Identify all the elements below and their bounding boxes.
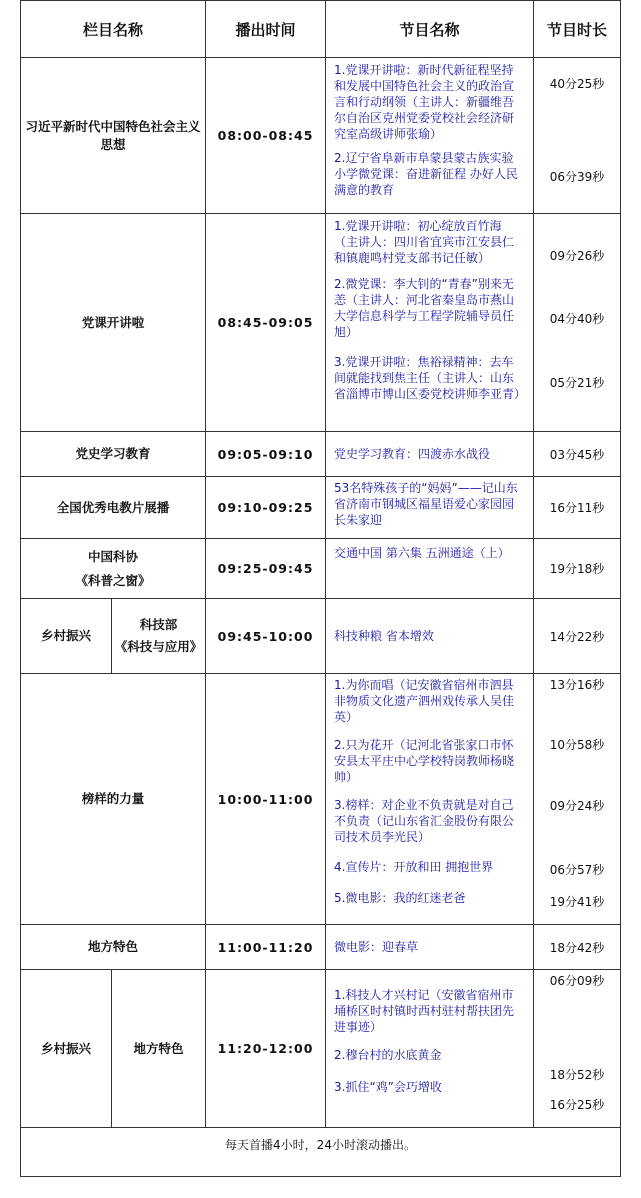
broadcast-time: 11:00-11:20 [206, 925, 326, 970]
broadcast-time: 11:20-12:00 [206, 970, 326, 1128]
table-row [21, 599, 621, 674]
program-item: 3.榜样：对企业不负责就是对自己不负责（记山东省汇金股份有限公司技术员李光民） [334, 798, 515, 844]
column-name: 党课开讲啦 [21, 214, 206, 432]
duration-item: 18分52秒 [549, 1068, 605, 1082]
column-name-line: 《科普之窗》 [75, 572, 151, 588]
program-item: 4.宣传片：开放和田 拥抱世界 [334, 860, 494, 874]
program-item: 1.党课开讲啦：新时代新征程坚持和发展中国特色社会主义的政治宣言和行动纲领（主讲人：新疆维吾尔自治区克州党委党校社会经济研究室高级讲师张瑜） [334, 63, 515, 141]
column-name: 榜样的力量 [21, 674, 206, 925]
header-duration: 节目时长 [534, 1, 621, 58]
column-name: 地方特色 [21, 925, 206, 970]
duration-item: 40分25秒 [549, 77, 605, 91]
duration-item: 06分57秒 [549, 863, 605, 877]
program-item: 微电影：迎春草 [334, 940, 419, 954]
broadcast-time: 09:45-10:00 [206, 599, 326, 674]
footer-note: 每天首播4小时，24小时滚动播出。 [21, 1128, 621, 1177]
broadcast-time: 09:10-09:25 [206, 477, 326, 539]
duration-item: 16分11秒 [549, 501, 605, 515]
column-name-line: 中国科协 [88, 548, 139, 564]
duration-item: 14分22秒 [549, 629, 605, 644]
sub-column-name: 地方特色 [112, 970, 206, 1128]
table-row [21, 925, 621, 970]
column-name: 党史学习教育 [21, 432, 206, 477]
duration-item: 06分09秒 [549, 974, 605, 988]
program-cell [326, 477, 534, 539]
column-name: 习近平新时代中国特色社会主义思想 [21, 58, 206, 214]
program-item: 交通中国 第六集 五洲通途（上） [334, 546, 510, 560]
duration-cell [534, 539, 621, 599]
program-cell [326, 432, 534, 477]
column-name [21, 539, 206, 599]
column-name: 全国优秀电教片展播 [21, 477, 206, 539]
table-row [21, 539, 621, 599]
duration-cell [534, 925, 621, 970]
program-cell [326, 925, 534, 970]
program-item: 5.微电影：我的红迷老爸 [334, 891, 466, 905]
duration-item: 19分18秒 [549, 562, 605, 576]
sub-column-line: 《科技与应用》 [114, 639, 203, 654]
program-cell [326, 599, 534, 674]
program-item: 科技种粮 省本增效 [334, 629, 434, 643]
program-item: 2.穆台村的水底黄金 [334, 1048, 442, 1062]
header-row [21, 1, 621, 58]
duration-cell [534, 214, 621, 432]
duration-item: 19分41秒 [549, 895, 605, 909]
duration-cell [534, 599, 621, 674]
duration-item: 06分39秒 [549, 170, 605, 184]
table-row [21, 432, 621, 477]
broadcast-time: 09:05-09:10 [206, 432, 326, 477]
program-item: 3.抓住“鸡”会巧增收 [334, 1080, 442, 1094]
program-cell [326, 214, 534, 432]
duration-item: 09分26秒 [549, 249, 605, 263]
header-column-name: 栏目名称 [21, 1, 206, 58]
duration-item: 04分40秒 [549, 312, 605, 326]
duration-cell [534, 970, 621, 1128]
broadcast-time: 08:00-08:45 [206, 58, 326, 214]
broadcast-time: 08:45-09:05 [206, 214, 326, 432]
header-program-name: 节目名称 [326, 1, 534, 58]
program-item: 2.微党课：李大钊的“青春”别来无恙（主讲人：河北省秦皇岛市燕山大学信息科学与工程学院辅导员任旭） [334, 277, 515, 339]
program-cell [326, 674, 534, 925]
footer-row [21, 1128, 621, 1177]
broadcast-time: 10:00-11:00 [206, 674, 326, 925]
program-item: 53名特殊孩子的“妈妈”——记山东省济南市钢城区福星语爱心家园园长朱家迎 [334, 481, 518, 527]
table-row [21, 970, 621, 1128]
duration-cell [534, 58, 621, 214]
header-broadcast-time: 播出时间 [206, 1, 326, 58]
duration-item: 13分16秒 [549, 678, 605, 692]
program-item: 1.党课开讲啦：初心绽放百竹海（主讲人：四川省宜宾市江安县仁和镇鹿鸣村党支部书记任敏） [334, 219, 515, 265]
table-row [21, 58, 621, 214]
column-name: 乡村振兴 [21, 970, 112, 1128]
program-cell [326, 970, 534, 1128]
duration-item: 10分58秒 [549, 738, 605, 752]
broadcast-time: 09:25-09:45 [206, 539, 326, 599]
program-item: 1.为你而唱（记安徽省宿州市泗县非物质文化遗产泗州戏传承人吴佳英） [334, 678, 515, 724]
program-item: 3.党课开讲啦：焦裕禄精神：去车间就能找到焦主任（主讲人：山东省淄博市博山区委党校讲师李亚青） [334, 355, 527, 401]
duration-item: 09分24秒 [549, 799, 605, 813]
sub-column-name [112, 599, 206, 674]
program-item: 1.科技人才兴村记（安徽省宿州市埇桥区时村镇时西村驻村帮扶团先进事迹） [334, 988, 515, 1034]
program-item: 2.只为花开（记河北省张家口市怀安县太平庄中心学校特岗教师杨晓帅） [334, 738, 515, 784]
program-item: 党史学习教育：四渡赤水战役 [334, 447, 491, 461]
duration-cell [534, 432, 621, 477]
duration-cell [534, 477, 621, 539]
table-row [21, 477, 621, 539]
program-cell [326, 58, 534, 214]
program-cell [326, 539, 534, 599]
sub-column-line: 科技部 [139, 617, 178, 632]
duration-item: 18分42秒 [549, 940, 605, 955]
duration-item: 16分25秒 [549, 1098, 605, 1112]
program-item: 2.辽宁省阜新市阜蒙县蒙古族实验小学微党课：奋进新征程 办好人民满意的教育 [334, 151, 518, 197]
duration-cell [534, 674, 621, 925]
table-row [21, 674, 621, 925]
table-row [21, 214, 621, 432]
schedule-table [20, 0, 621, 1177]
duration-item: 05分21秒 [549, 376, 605, 390]
duration-item: 03分45秒 [549, 447, 605, 462]
column-name: 乡村振兴 [21, 599, 112, 674]
